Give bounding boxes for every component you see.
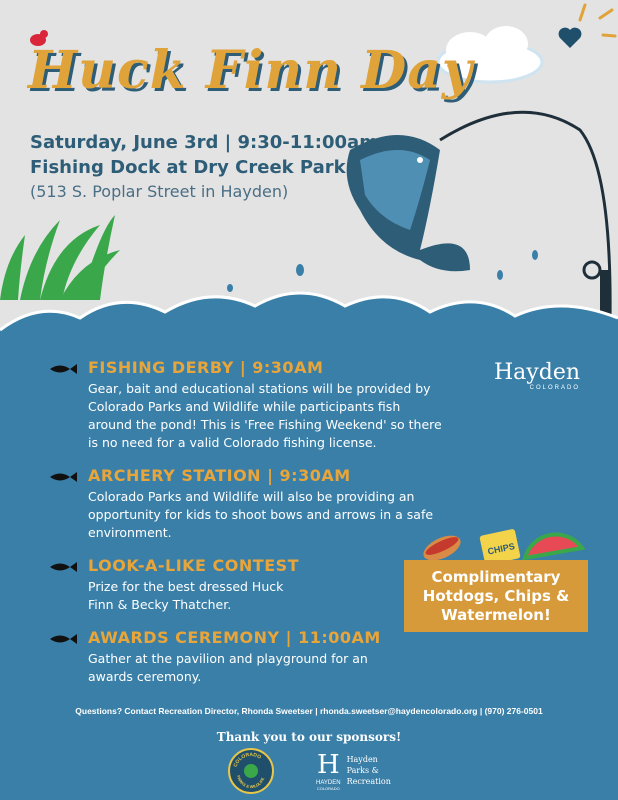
logo-sub: COLORADO: [529, 385, 581, 391]
fishing-rod-icon: [440, 112, 610, 325]
hayden-letter: H: [316, 750, 340, 780]
cpw-logo: [228, 748, 274, 794]
event-title: FISHING DERBY | 9:30AM: [88, 358, 324, 377]
event-fishing-derby: [48, 358, 448, 452]
fish-icon: [48, 632, 78, 646]
address: (513 S. Poplar Street in Hayden): [30, 182, 289, 201]
location: Fishing Dock at Dry Creek Park: [30, 157, 346, 178]
event-description: Prize for the best dressed Huck Finn & Becky Thatcher.: [88, 579, 284, 612]
svg-text:COLORADO: COLORADO: [232, 751, 262, 768]
fish-icon: [48, 362, 78, 376]
food-callout: Complimentary Hotdogs, Chips & Watermelon!: [404, 560, 588, 632]
event-title: AWARDS CEREMONY | 11:00AM: [88, 628, 381, 647]
sun-rays-icon: [580, 5, 615, 36]
event-awards-ceremony: [48, 628, 448, 686]
page-title: Huck Finn Day: [28, 40, 474, 101]
logo-name: Hayden: [494, 360, 581, 385]
fish-icon: [48, 470, 78, 484]
event-description: Colorado Parks and Wildlife will also be providing an opportunity for kids to shoot bows and arrows in a safe environment.: [88, 489, 434, 540]
heart-icon: [559, 28, 582, 48]
svg-text:PARKS & WILDLIFE: PARKS & WILDLIFE: [236, 774, 266, 790]
svg-text:CHIPS: CHIPS: [486, 541, 516, 557]
hayden-logo: [494, 360, 580, 391]
hayden-parks-recreation-logo: H HAYDEN COLORADO Hayden Parks & Recreation: [316, 750, 391, 791]
event-title: LOOK-A-LIKE CONTEST: [88, 556, 300, 575]
date-time: Saturday, June 3rd | 9:30-11:00am: [30, 132, 378, 153]
event-info: [30, 130, 378, 204]
event-title: ARCHERY STATION | 9:30AM: [88, 466, 351, 485]
event-description: Gear, bait and educational stations will be provided by Colorado Parks and Wildlife while participants fish around the pond! This is 'Free Fishing Weekend' so there is no need for a valid Colorado fishing license.: [88, 381, 442, 450]
contact-info: Questions? Contact Recreation Director, Rhonda Sweetser | rhonda.sweetser@haydencolorado.org | (970) 276-0501: [75, 706, 543, 716]
event-archery-station: [48, 466, 448, 542]
event-look-a-like-contest: [48, 556, 448, 614]
splash-drops-icon: [227, 250, 538, 292]
sponsors-heading: Thank you to our sponsors!: [216, 730, 402, 744]
grass-icon: [0, 215, 120, 300]
fish-icon: [48, 560, 78, 574]
event-description: Gather at the pavilion and playground for an awards ceremony.: [88, 651, 368, 684]
events-list: [48, 358, 448, 700]
